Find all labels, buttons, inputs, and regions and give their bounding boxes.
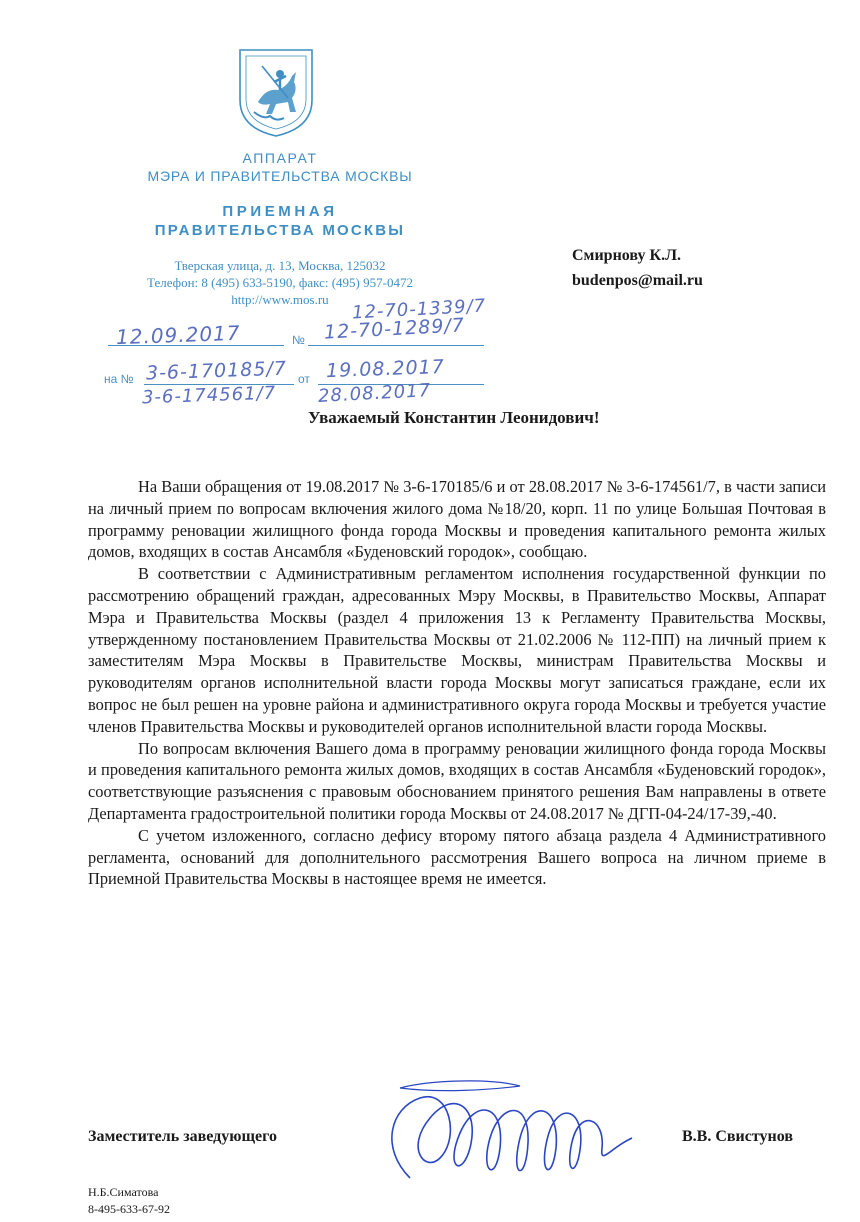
reg-date-handwritten: 12.09.2017 xyxy=(115,320,241,350)
addressee-name: Смирнову К.Л. xyxy=(572,247,682,264)
letterhead-apparat-line1: АППАРАТ xyxy=(242,150,318,166)
ref-date-handwritten-1: 19.08.2017 xyxy=(325,355,446,383)
body-paragraph: С учетом изложенного, согласно дефису второму пятого абзаца раздела 4 Административного регламента, оснований для дополнительного рассмотрения Вашего вопроса на личном приеме в Приемной Правительства Москвы в настоящее время не имеется. xyxy=(88,825,826,889)
body-paragraph: По вопросам включения Вашего дома в программу реновации жилищного фонда города Москвы и проведения капитального ремонта жилых домов, входящих в состав Ансамбля «Буденовский городок», соответствующие разъяснения с правовым обоснованием принятого решения Вам направлены в ответе Департамента градостроительной политики города Москвы от 24.08.2017 № ДГП-04-24/17-39,-40. xyxy=(88,738,826,823)
reg-number-line xyxy=(308,345,484,346)
moscow-coat-of-arms-icon xyxy=(236,46,316,140)
ref-number-handwritten-2: 3-6-174561/7 xyxy=(141,382,277,409)
salutation: Уважаемый Константин Леонидович! xyxy=(308,408,600,427)
addressee-block xyxy=(572,243,703,293)
body-paragraph: В соответствии с Административным регламентом исполнения государственной функции по рассмотрению обращений граждан, адресованных Мэру Москвы, в Правительство Москвы, Аппарат Мэра и Правительства Москвы (раздел 4 приложения 13 к Регламенту Правительства Москвы, утвержденному постановлением Правительства Москвы от 21.02.2006 № 112-ПП) на личный прием к заместителям Мэра Москвы в Правительстве Москвы, министрам Правительства Москвы и руководителям органов исполнительной власти города Москвы могут записаться граждане, если их вопрос не был решен на уровне района и административного округа города Москвы и требуется участие членов Правительства Москвы и руководителей органов исполнительной власти города Москвы. xyxy=(88,564,826,736)
letterhead-reception-line2: ПРАВИТЕЛЬСТВА МОСКВЫ xyxy=(154,222,406,239)
reg-ref-date-label: от xyxy=(298,372,310,386)
ref-number-handwritten-1: 3-6-170185/7 xyxy=(145,357,288,385)
ref-date-handwritten-2: 28.08.2017 xyxy=(317,380,432,407)
handwritten-signature xyxy=(370,1078,650,1198)
addressee-email: budenpos@mail.ru xyxy=(572,272,703,289)
letterhead-reception-line1: ПРИЕМНАЯ xyxy=(222,203,338,220)
reg-number-handwritten-1: 12-70-1339/7 xyxy=(351,295,487,324)
reg-ref-label: на № xyxy=(104,372,134,386)
letterhead-apparat-line2: МЭРА И ПРАВИТЕЛЬСТВА МОСКВЫ xyxy=(147,168,413,184)
letterhead-phone: Телефон: 8 (495) 633-5190, факс: (495) 957-0472 xyxy=(147,275,413,290)
reg-number-label: № xyxy=(292,333,305,347)
signer-name: В.В. Свистунов xyxy=(682,1128,793,1145)
executor-phone: 8-495-633-67-92 xyxy=(88,1202,170,1216)
body-paragraph: На Ваши обращения от 19.08.2017 № 3-6-170185/6 и от 28.08.2017 № 3-6-174561/7, в части записи на личный прием по вопросам включения жилого дома №18/20, корп. 11 по улице Большая Почтовая в программу реновации жилищного фонда города Москвы и проведения капитального ремонта жилых домов, входящих в состав Ансамбля «Буденовский городок», сообщаю. xyxy=(88,477,826,562)
letter-body xyxy=(88,476,826,890)
executor-name: Н.Б.Симатова xyxy=(88,1185,159,1199)
signer-title: Заместитель заведующего xyxy=(88,1128,277,1145)
executor-block xyxy=(88,1184,170,1218)
reg-number-handwritten-2: 12-70-1289/7 xyxy=(323,314,466,344)
letterhead-address: Тверская улица, д. 13, Москва, 125032 xyxy=(174,258,386,273)
letterhead-url: http://www.mos.ru xyxy=(231,292,329,307)
